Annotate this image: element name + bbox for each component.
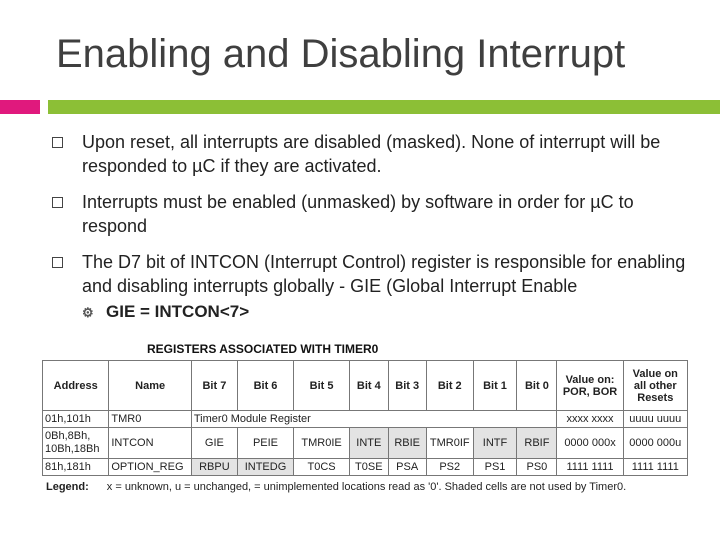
address-cell: 81h,181h <box>43 459 109 476</box>
address-cell: 01h,101h <box>43 411 109 428</box>
accent-bar-pink <box>0 100 40 114</box>
header-cell: Bit 1 <box>473 361 517 411</box>
name-cell: OPTION_REG <box>109 459 192 476</box>
por-value-cell: 0000 000x <box>557 428 623 459</box>
table-legend <box>46 481 626 493</box>
address-cell: 0Bh,8Bh, 10Bh,18Bh <box>43 428 109 459</box>
bit-cell: GIE <box>191 428 237 459</box>
bit-cell-shaded: RBIF <box>517 428 557 459</box>
bit-cell-shaded: INTEDG <box>237 459 293 476</box>
bullet-text: Interrupts must be enabled (unmasked) by software in order for µC to respond <box>82 192 634 236</box>
bullet-item <box>52 130 692 178</box>
bit-cell: TMR0IE <box>294 428 350 459</box>
gear-bullet-icon: ⚙ <box>82 305 94 320</box>
sub-bullet-text: GIE = INTCON<7> <box>106 302 250 321</box>
table-row <box>43 411 688 428</box>
header-cell: Bit 7 <box>191 361 237 411</box>
header-cell: Value on all other Resets <box>623 361 687 411</box>
bullet-item <box>52 250 692 298</box>
bit-cell-shaded: INTE <box>350 428 388 459</box>
reset-value-cell: uuuu uuuu <box>623 411 687 428</box>
register-table-title: REGISTERS ASSOCIATED WITH TIMER0 <box>147 342 379 356</box>
reset-value-cell: 0000 000u <box>623 428 687 459</box>
bit-cell: PS2 <box>426 459 473 476</box>
slide-title: Enabling and Disabling Interrupt <box>56 32 626 76</box>
name-cell: TMR0 <box>109 411 192 428</box>
bullet-list <box>52 130 692 322</box>
bullet-item <box>52 190 692 238</box>
table-header-row <box>43 361 688 411</box>
bit-cell: PEIE <box>237 428 293 459</box>
por-value-cell: xxxx xxxx <box>557 411 623 428</box>
square-bullet-icon <box>52 197 63 208</box>
merged-cell: Timer0 Module Register <box>191 411 557 428</box>
bit-cell: PS1 <box>473 459 517 476</box>
bit-cell: PS0 <box>517 459 557 476</box>
sub-bullet-item <box>52 302 692 322</box>
header-cell: Address <box>43 361 109 411</box>
header-cell: Name <box>109 361 192 411</box>
header-cell: Bit 4 <box>350 361 388 411</box>
table-row <box>43 459 688 476</box>
bit-cell-shaded: INTF <box>473 428 517 459</box>
square-bullet-icon <box>52 137 63 148</box>
header-cell: Bit 6 <box>237 361 293 411</box>
name-cell: INTCON <box>109 428 192 459</box>
square-bullet-icon <box>52 257 63 268</box>
table-row <box>43 428 688 459</box>
header-cell: Bit 3 <box>388 361 426 411</box>
header-cell: Bit 5 <box>294 361 350 411</box>
accent-bar-green <box>48 100 720 114</box>
legend-label: Legend: <box>46 481 89 493</box>
register-table <box>42 360 688 476</box>
bullet-text: Upon reset, all interrupts are disabled (masked). None of interrupt will be responded to µC if they are activated. <box>82 132 661 176</box>
bit-cell: TMR0IF <box>426 428 473 459</box>
header-cell: Bit 0 <box>517 361 557 411</box>
bit-cell: T0CS <box>294 459 350 476</box>
bit-cell-shaded: RBPU <box>191 459 237 476</box>
header-cell: Bit 2 <box>426 361 473 411</box>
legend-text: x = unknown, u = unchanged, = unimplemented locations read as '0'. Shaded cells are not used by Timer0. <box>106 481 627 493</box>
reset-value-cell: 1111 1111 <box>623 459 687 476</box>
bullet-text: The D7 bit of INTCON (Interrupt Control) register is responsible for enabling and disabling interrupts globally - GIE (Global Interrupt Enable <box>82 252 686 296</box>
header-cell: Value on: POR, BOR <box>557 361 623 411</box>
por-value-cell: 1111 1111 <box>557 459 623 476</box>
bit-cell: T0SE <box>350 459 388 476</box>
bit-cell: PSA <box>388 459 426 476</box>
bit-cell-shaded: RBIE <box>388 428 426 459</box>
